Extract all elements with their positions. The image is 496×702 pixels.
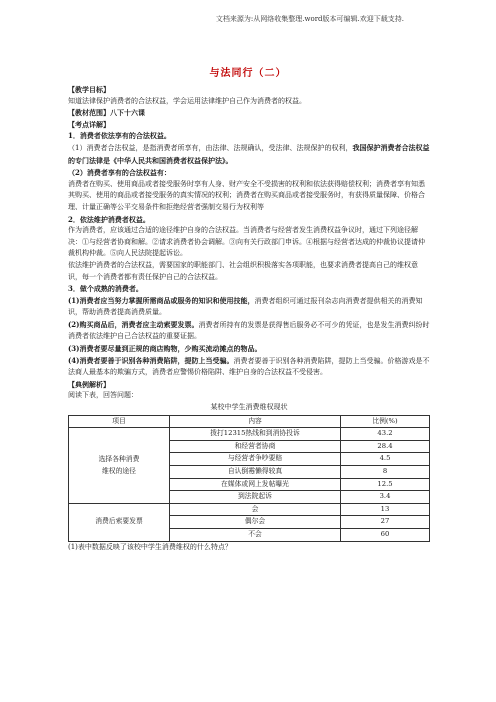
point2-text-b: 依法维护消费者的合法权益，需要国家的职能部门、社会组织积极落实各项职能，也要求消费者提高自己的维权意识，每一个消费者都有责任保护自己的合法权益。 — [68, 260, 418, 281]
table-cell-content: 不会 — [170, 528, 341, 541]
question-1: (1)表中数据反映了该校中学生消费维权的什么特点？ — [68, 542, 232, 551]
header-note: 文档来源为:从网络收集整理.word版本可编辑.欢迎下载支持. — [215, 15, 404, 23]
example-intro: 阅读下表，回答问题： — [68, 391, 138, 400]
point1-heading: 1．消费者依法享有的合法权益。 — [68, 131, 171, 141]
document-body — [68, 84, 430, 553]
table-row — [69, 503, 430, 516]
point1-subheading: （2）消费者享有的合法权益有： — [68, 168, 171, 178]
document-title: 与法同行（二） — [209, 68, 287, 79]
table-cell-pct: 4.5 — [341, 453, 430, 466]
point1-text-c: 消费者在购买、使用商品或者接受服务时享有人身、财产安全不受损害的权利和依法获得赔偿权利；消费者享有知悉其购买、使用的商品或者接受服务的真实情况的权利；消费者在购买商品或者接受服务时，有获得质量保障、价格合理、计量正确等公平交易条件和拒绝经营者强制交易行为权利等 — [68, 179, 425, 211]
table-cell-content: 会 — [170, 503, 341, 516]
table-cell-pct: 3.4 — [341, 491, 430, 504]
table-cell-content: 与经营者争吵要赔 — [170, 453, 341, 466]
point3-item1-bold: (1)消费者应当努力掌握所需商品或服务的知识和使用技能， — [68, 295, 255, 305]
header-pct: 比例(%) — [341, 415, 430, 428]
point3-item2 — [68, 319, 430, 343]
group1-label — [69, 428, 170, 504]
group1-label-line2: 维权的途径 — [102, 466, 136, 475]
point3-item2-bold: (2)购买商品后，消费者应主动索要发票。 — [68, 319, 199, 329]
point3-item2-rest: 消费者所持有的发票是获得售后服务必不可少的凭证，也是发生消费纠纷时消费者依法维护自己合法权益的重要证据。 — [68, 320, 430, 341]
table-cell-content: 拨打12315热线和到消协投诉 — [170, 428, 341, 441]
table-cell-pct: 60 — [341, 528, 430, 541]
point3-heading: 3．做个成熟的消费者。 — [68, 284, 143, 294]
table-cell-content: 偶尔会 — [170, 516, 341, 529]
table-cell-pct: 43.2 — [341, 428, 430, 441]
points-heading: 【考点详解】 — [68, 119, 110, 129]
point1-text-b: 我国保护消费者合法权益的专门法律是《中华人民共和国消费者权益保护法》。 — [68, 142, 430, 165]
header-content: 内容 — [170, 415, 341, 428]
point3-item4-bold: (4)消费者要善于识别各种消费陷阱，提防上当受骗。 — [68, 355, 234, 365]
goal-heading: 【教学目标】 — [68, 85, 110, 94]
table-cell-pct: 8 — [341, 466, 430, 479]
table-cell-pct: 13 — [341, 503, 430, 516]
point2-heading: 2．依法维护消费者权益。 — [68, 214, 150, 224]
table-row — [69, 428, 430, 441]
table-title: 某校中学生消费维权现状 — [210, 403, 288, 412]
point1-paragraph — [68, 142, 430, 167]
rights-table — [68, 415, 430, 542]
group2-label: 消费后索要发票 — [69, 503, 170, 541]
table-header-row — [69, 415, 430, 428]
point1-text-a: （1）消费者合法权益，是指消费者所享有，由法律、法规确认，受法律、法规保护的权利， — [68, 143, 353, 152]
header-item: 项目 — [69, 415, 170, 428]
table-cell-content: 在媒体或网上发帖曝光 — [170, 478, 341, 491]
table-cell-pct: 28.4 — [341, 440, 430, 453]
point2-text-a: 作为消费者，应该通过合适的途径维护自身的合法权益。当消费者与经营者发生消费权益争议时，通过下列途径解决：①与经营者协商和解。②请求消费者协会调解。③向有关行政部门申诉。④根据与经营者达成的仲裁协议提请仲裁机构仲裁。⑤向人民法院提起诉讼。 — [68, 226, 425, 258]
point3-item4-rest: 消费者要善于识别各种消费陷阱，提防上当受骗。价格游戏是不法商人最基本的欺骗方式，消费者应警惕价格陷阱、维护自身的合法权益不受侵害。 — [68, 356, 430, 377]
group1-label-line1: 选择各种消费 — [98, 454, 140, 463]
scope-heading: 【教材范围】八下十六课 — [68, 108, 145, 118]
point3-item4 — [68, 355, 430, 379]
point3-item3: (3)消费者要尽量到正规的商店购物，少购买流动摊点的物品。 — [68, 344, 262, 354]
example-heading: 【典例解析】 — [68, 379, 110, 389]
point3-item1 — [68, 295, 430, 319]
table-cell-pct: 12.5 — [341, 478, 430, 491]
goal-text: 知道法律保护消费者的合法权益，学会运用法律维护自己作为消费者的权益。 — [68, 96, 306, 105]
table-cell-pct: 27 — [341, 516, 430, 529]
table-cell-content: 和经营者协商 — [170, 440, 341, 453]
table-cell-content: 到法院起诉 — [170, 491, 341, 504]
table-cell-content: 自认倒霉懒得较真 — [170, 466, 341, 479]
point3-item1-rest: 消费者组织可通过报刊杂志向消费者提供相关的消费知识，帮助消费者提高消费质量。 — [68, 296, 423, 317]
